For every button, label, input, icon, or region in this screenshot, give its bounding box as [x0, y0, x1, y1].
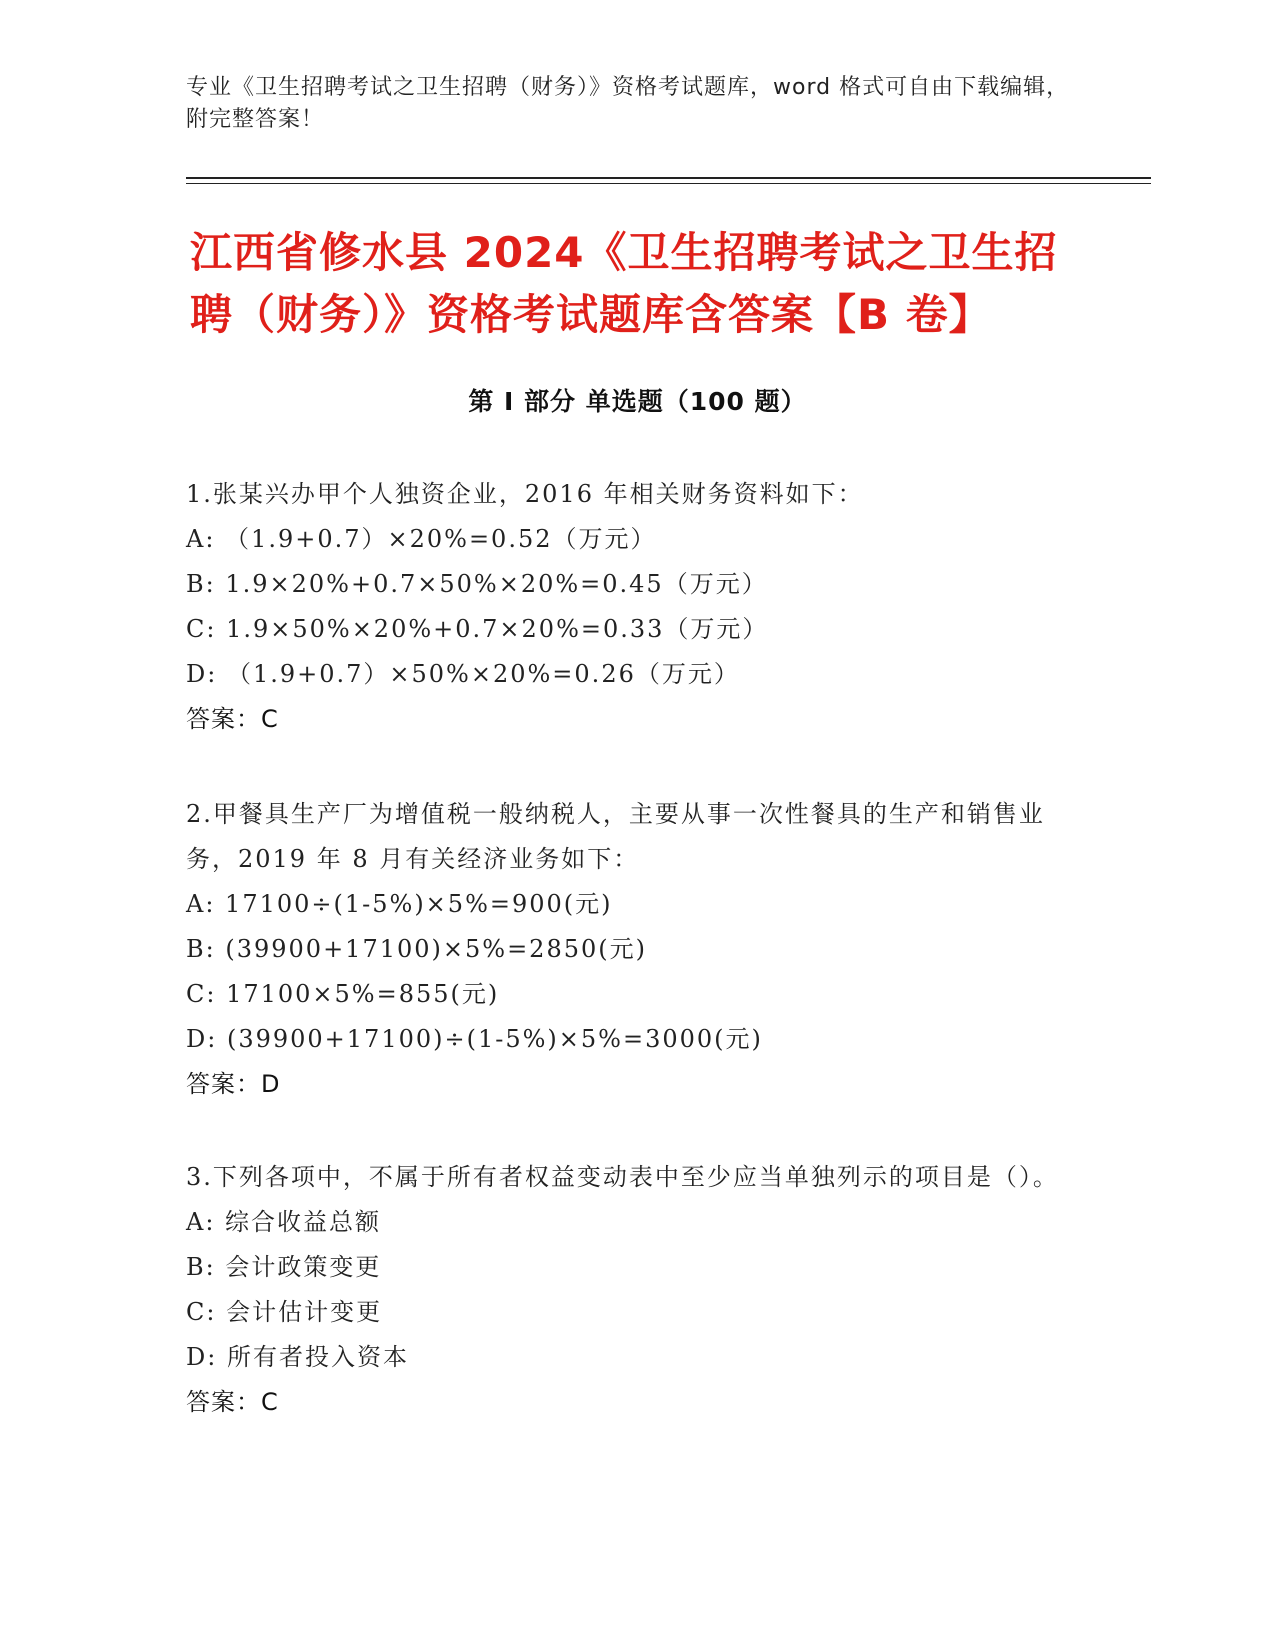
header-rule-thick: [186, 177, 1151, 179]
option-b: B: 会计政策变更: [186, 1253, 382, 1281]
header-rule-thin: [186, 183, 1151, 184]
option-c: C: 1.9×50%×20%+0.7×20%=0.33（万元）: [186, 615, 769, 643]
option-d: D: (39900+17100)÷(1-5%)×5%=3000(元): [186, 1025, 763, 1053]
option-a: A: 17100÷(1-5%)×5%=900(元): [186, 890, 613, 918]
option-b: B: 1.9×20%+0.7×50%×20%=0.45（万元）: [186, 570, 768, 598]
question-stem: 1.张某兴办甲个人独资企业，2016 年相关财务资料如下：: [186, 480, 864, 508]
option-a: A: （1.9+0.7）×20%=0.52（万元）: [186, 525, 657, 553]
answer-label: 答案：D: [186, 1070, 281, 1098]
question-stem: 3.下列各项中，不属于所有者权益变动表中至少应当单独列示的项目是（）。: [186, 1163, 1059, 1191]
option-b: B: (39900+17100)×5%=2850(元): [186, 935, 647, 963]
question-block: [186, 472, 1066, 742]
document-title: 江西省修水县 2024《卫生招聘考试之卫生招聘（财务）》资格考试题库含答案【B 卷】: [190, 228, 1058, 339]
option-d: D: 所有者投入资本: [186, 1343, 409, 1371]
section-title: 第 I 部分 单选题（100 题）: [468, 387, 807, 416]
question-block: [186, 1155, 1066, 1425]
option-a: A: 综合收益总额: [186, 1208, 382, 1236]
option-c: C: 17100×5%=855(元): [186, 980, 500, 1008]
question-block: [186, 792, 1066, 1107]
option-c: C: 会计估计变更: [186, 1298, 383, 1326]
option-d: D: （1.9+0.7）×50%×20%=0.26（万元）: [186, 660, 740, 688]
header-note: 专业《卫生招聘考试之卫生招聘（财务）》资格考试题库，word 格式可自由下载编辑，附完整答案！: [186, 75, 1070, 132]
answer-label: 答案：C: [186, 705, 279, 733]
answer-label: 答案：C: [186, 1388, 279, 1416]
question-stem: 2.甲餐具生产厂为增值税一般纳税人，主要从事一次性餐具的生产和销售业务，2019 年 8 月有关经济业务如下：: [186, 800, 1045, 873]
